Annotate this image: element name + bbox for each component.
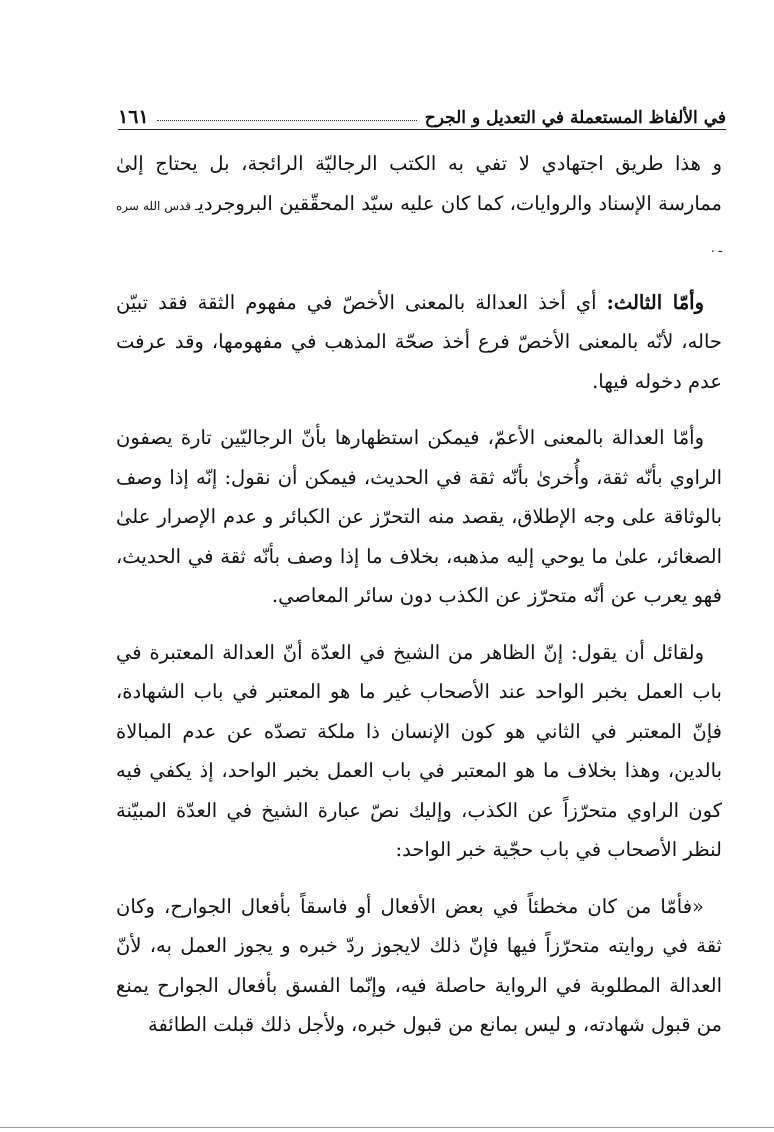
honorific-phrase: ـ قدس الله سره ـ . (116, 198, 722, 255)
paragraph-text: «فأمّا من كان مخطئاً في بعض الأفعال أو فاسقاً بأفعال الجوارح، وكان ثقة في روايته متحرّزاً فيها فإنّ ذلك لايجوز ردّ خبره و يجوز العمل به، لأنّ العدالة المطلوبة في الرواية حاصلة فيه، وإنّما الفسق بأفعال الجوارح يمنع من قبول شهادته، و ليس بمانع من قبول خبره، ولأجل ذلك قبلت الطائفة (116, 894, 722, 1036)
paragraph-text: وأمّا العدالة بالمعنى الأعمّ، فيمكن استظهارها بأنّ الرجاليّين تارة يصفون الراوي بأنّه ثقة، وأُخرىٰ بأنّه ثقة في الحديث، فيمكن أن نقول: إنّه إذا وصف بالوثاقة على وجه الإطلاق، يقصد منه التحرّز عن الكبائر و عدم الإصرار علىٰ الصغائر، علىٰ ما يوحي إليه مذهبه، بخلاف ما إذا وصف بأنّه ثقة في الحديث، فهو يعرب عن أنّه متحرّز عن الكذب دون سائر المعاصي. (116, 426, 722, 607)
paragraph-text: ولقائل أن يقول: إنّ الظاهر من الشيخ في العدّة أنّ العدالة المعتبرة في باب العمل بخبر الواحد عند الأصحاب غير ما هو المعتبر في باب الشهادة، فإنّ المعتبر في الثاني هو كون الإنسان ذا ملكة تصدّه عن عدم المبالاة بالدين، وهذا بخلاف ما هو المعتبر في باب العمل بخبر الواحد، إذ يكفي فيه كون الراوي متحرّزاً عن الكذب، وإليك نصّ عبارة الشيخ في العدّة المبيّنة لنظر الأصحاب في باب حجّية خبر الواحد: (116, 640, 722, 861)
bottom-edge-rule (0, 1127, 774, 1128)
page-body (116, 144, 722, 1062)
page-number: ١٦١ (118, 106, 149, 128)
paragraph-1 (116, 144, 722, 269)
paragraph-text: أي أخذ العدالة بالمعنى الأخصّ في مفهوم الثقة فقد تبيّن حاله، لأنّه بالمعنى الأخصّ فرع أخذ صحّة المذهب في مفهومها، وقد عرفت عدم دخوله فيها. (116, 290, 722, 393)
paragraph-5 (116, 887, 722, 1048)
page-header (118, 98, 726, 128)
paragraph-lead: وأمّا الثالث: (606, 290, 705, 314)
header-leader-dots (157, 120, 417, 121)
paragraph-4 (116, 633, 722, 873)
paragraph-text: و هذا طريق اجتهادي لا تفي به الكتب الرجاليّة الرائجة، بل يحتاج إلىٰ ممارسة الإسناد والروايات، كما كان عليه سيّد المحقّقين البروجردي (116, 152, 722, 215)
paragraph-2 (116, 283, 722, 405)
paragraph-3 (116, 418, 722, 619)
running-title: في الألفاظ المستعملة في التعديل و الجرح (424, 108, 726, 128)
header-rule (118, 129, 726, 130)
